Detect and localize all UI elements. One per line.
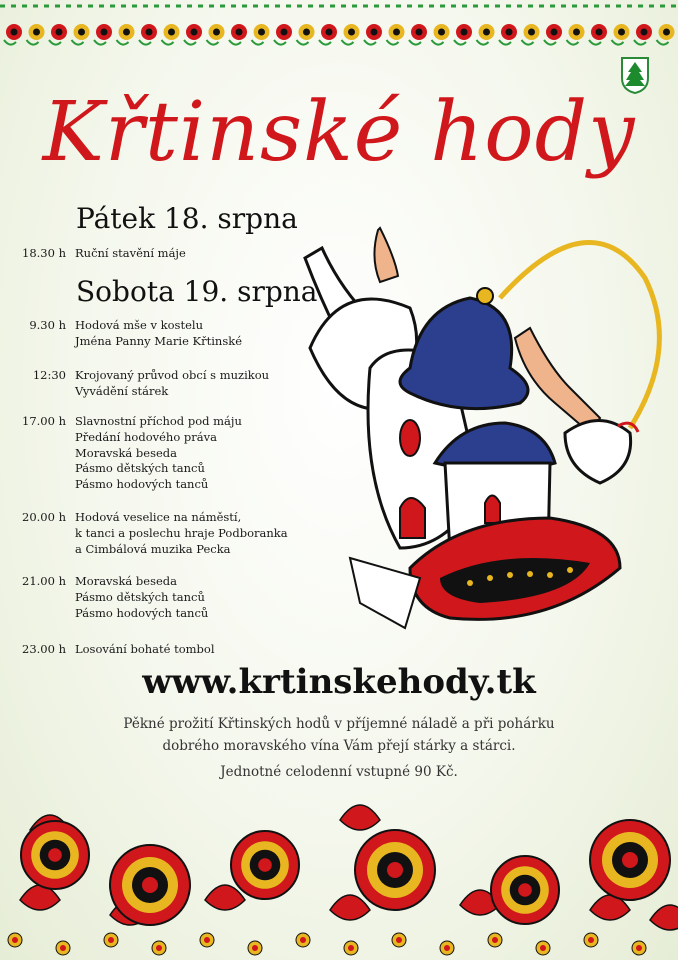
small-flower-icon <box>296 933 310 947</box>
small-flower-icon <box>344 941 358 955</box>
greeting-line-1: Pěkné prožití Křtinských hodů v příjemné náladě a při pohárku <box>123 716 555 732</box>
entry-time: 9.30 h <box>29 318 66 332</box>
small-flower-icon <box>584 933 598 947</box>
folk-flower-icon <box>49 24 67 45</box>
folk-flower-icon <box>162 24 180 45</box>
folk-flower-icon <box>409 24 427 45</box>
folk-flower-icon <box>117 24 135 45</box>
entry-text: Ruční stavění máje <box>75 246 186 260</box>
folk-flower-icon <box>319 24 337 45</box>
folk-flower-icon <box>184 24 202 45</box>
small-flower-icon <box>536 941 550 955</box>
small-flower-icon <box>248 941 262 955</box>
folk-flower-icon <box>4 24 22 45</box>
leaf-icon <box>650 905 678 930</box>
folk-flower-icon <box>72 24 90 45</box>
folk-flower-icon <box>432 24 450 45</box>
folk-flower-icon <box>355 830 435 910</box>
small-flower-icon <box>8 933 22 947</box>
folk-flower-icon <box>634 24 652 45</box>
dancer-church-illustration <box>300 218 678 638</box>
folk-flower-icon <box>499 24 517 45</box>
leaf-icon <box>205 885 245 910</box>
top-folk-border <box>0 0 678 60</box>
entry-time: 21.00 h <box>22 574 66 588</box>
folk-flower-icon <box>94 24 112 45</box>
folk-flower-icon <box>657 24 675 45</box>
small-flower-icon <box>440 941 454 955</box>
folk-flower-icon <box>110 845 190 925</box>
entry-time: 18.30 h <box>22 246 66 260</box>
leaf-icon <box>340 805 380 830</box>
entry-text: Slavnostní příchod pod máju Předání hodového práva Moravská beseda Pásmo dětských tanců Pásmo hodových tanců <box>75 414 242 492</box>
entry-text: Hodová veselice na náměstí, k tanci a poslechu hraje Podboranka a Cimbálová muzika Pecka <box>75 510 288 556</box>
admission-fee: Jednotné celodenní vstupné 90 Kč. <box>220 764 458 780</box>
folk-flower-icon <box>207 24 225 45</box>
entry-text: Losování bohaté tombol <box>75 642 215 656</box>
folk-flower-icon <box>522 24 540 45</box>
folk-flower-icon <box>590 820 670 900</box>
entry-time: 12:30 <box>32 368 66 382</box>
day-heading-friday: Pátek 18. srpna <box>76 202 298 235</box>
folk-flower-icon <box>21 821 89 889</box>
folk-flower-icon <box>544 24 562 45</box>
folk-flower-icon <box>387 24 405 45</box>
folk-flower-icon <box>612 24 630 45</box>
folk-flower-icon <box>27 24 45 45</box>
folk-flower-icon <box>297 24 315 45</box>
folk-flower-icon <box>567 24 585 45</box>
folk-flower-icon <box>364 24 382 45</box>
folk-flower-icon <box>231 831 299 899</box>
folk-flower-icon <box>139 24 157 45</box>
small-flower-icon <box>152 941 166 955</box>
folk-flower-icon <box>589 24 607 45</box>
day-heading-saturday: Sobota 19. srpna <box>76 275 318 308</box>
entry-time: 20.00 h <box>22 510 66 524</box>
small-flower-icon <box>488 933 502 947</box>
poster-title: Křtinské hody <box>42 85 636 180</box>
entry-time: 17.00 h <box>22 414 66 428</box>
leaf-icon <box>330 895 370 920</box>
folk-flower-icon <box>491 856 559 924</box>
small-flower-icon <box>56 941 70 955</box>
greeting-line-2: dobrého moravského vína Vám přejí stárky a stárci. <box>162 738 516 754</box>
folk-flower-icon <box>252 24 270 45</box>
website-link[interactable]: www.krtinskehody.tk <box>142 662 536 702</box>
small-flower-icon <box>104 933 118 947</box>
folk-flower-icon <box>454 24 472 45</box>
entry-text: Moravská beseda Pásmo dětských tanců Pásmo hodových tanců <box>75 574 209 620</box>
folk-flower-icon <box>274 24 292 45</box>
small-flower-icon <box>632 941 646 955</box>
entry-time: 23.00 h <box>22 642 66 656</box>
small-flower-icon <box>392 933 406 947</box>
bottom-folk-ornament <box>0 790 678 960</box>
small-flower-icon <box>200 933 214 947</box>
folk-flower-icon <box>229 24 247 45</box>
entry-text: Krojovaný průvod obcí s muzikou Vyvádění stárek <box>75 368 270 398</box>
entry-text: Hodová mše v kostelu Jména Panny Marie Křtinské <box>75 318 243 348</box>
folk-flower-icon <box>342 24 360 45</box>
folk-flower-icon <box>477 24 495 45</box>
